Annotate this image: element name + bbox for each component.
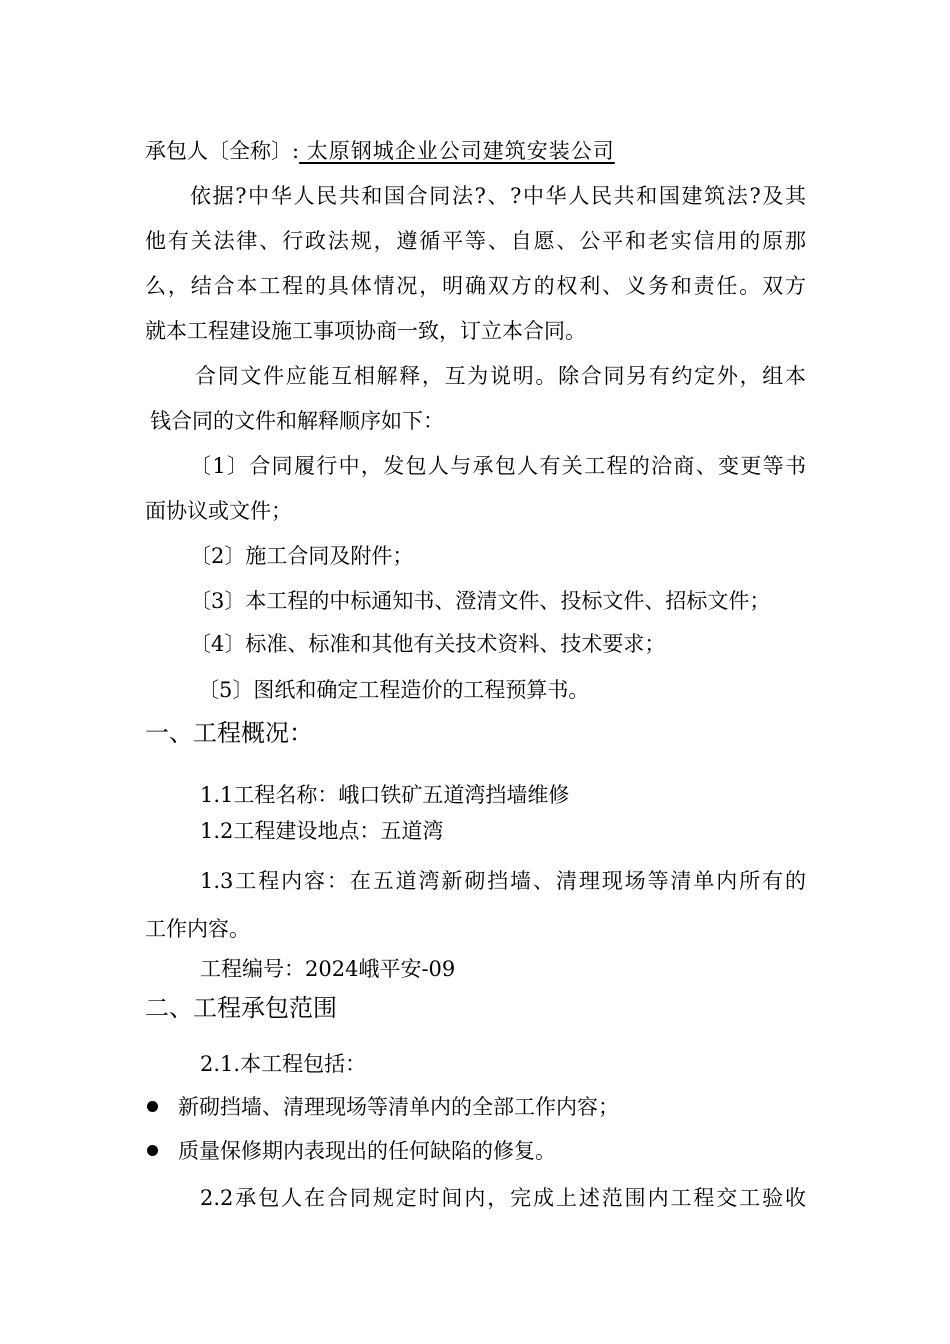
scope-bullet-1: 新砌挡墙、清理现场等清单内的全部工作内容；: [178, 1095, 619, 1119]
section2-heading: 二、工程承包范围: [145, 994, 337, 1022]
contractor-name: 太原钢城企业公司建筑安装公司: [299, 139, 615, 163]
scope-intro: 2.1.本工程包括：: [200, 1052, 367, 1076]
project-name: 1.1工程名称：峨口铁矿五道湾挡墙维修: [200, 783, 570, 807]
document-item-2: 〔2〕施工合同及附件；: [190, 544, 414, 568]
scope-clause-2-2: 2.2承包人在合同规定时间内，完成上述范围内工程交工验收: [200, 1186, 806, 1210]
scope-bullet-2: 质量保修期内表现出的任何缺陷的修复。: [178, 1139, 556, 1163]
document-item-4: 〔4〕标准、标准和其他有关技术资料、技术要求；: [190, 632, 666, 656]
documents-line-2: 钱合同的文件和解释顺序如下：: [150, 409, 444, 433]
intro-line-2: 他有关法律、行政法规，遵循平等、自愿、公平和老实信用的原那: [145, 229, 806, 253]
document-item-1-cont: 面协议或文件；: [145, 499, 292, 523]
bullet-2-icon: [147, 1145, 158, 1156]
project-code: 工程编号：2024峨平安-09: [200, 957, 456, 981]
intro-line-4: 就本工程建设施工事项协商一致，订立本合同。: [145, 319, 586, 343]
section1-heading: 一、工程概况：: [145, 719, 313, 747]
document-item-3: 〔3〕本工程的中标通知书、澄清文件、投标文件、招标文件；: [190, 589, 771, 613]
document-item-1: 〔1〕合同履行中，发包人与承包人有关工程的洽商、变更等书: [190, 454, 806, 478]
documents-line-1: 合同文件应能互相解释，互为说明。除合同另有约定外，组本: [195, 364, 806, 388]
project-content-line-2: 工作内容。: [145, 917, 250, 941]
intro-line-3: 么，结合本工程的具体情况，明确双方的权利、义务和责任。双方: [145, 274, 806, 298]
intro-line-1: 依据?中华人民共和国合同法?、?中华人民共和国建筑法?及其: [190, 184, 806, 208]
document-item-5: 〔5〕图纸和确定工程造价的工程预算书。: [198, 678, 590, 702]
contractor-label: 承包人〔全称〕:: [145, 139, 300, 163]
bullet-1-icon: [147, 1101, 158, 1112]
contractor-line: [145, 137, 615, 165]
project-content-line-1: 1.3工程内容：在五道湾新砌挡墙、清理现场等清单内所有的: [200, 869, 806, 893]
project-location: 1.2工程建设地点：五道湾: [200, 819, 444, 843]
